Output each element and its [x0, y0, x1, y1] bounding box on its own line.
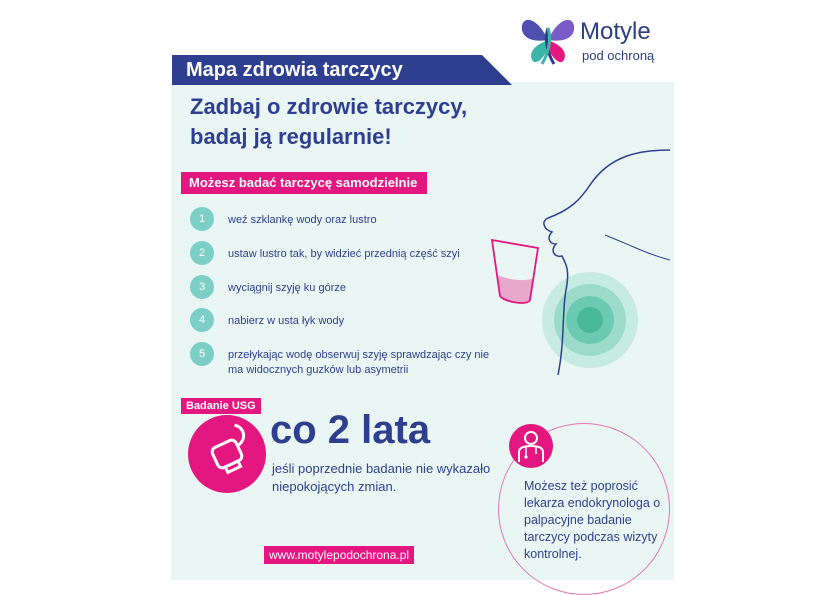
step-number: 2 [190, 241, 214, 265]
list-item [190, 342, 500, 376]
headline-line-1: Zadbaj o zdrowie tarczycy, [190, 94, 468, 119]
step-text: przełykając wodę obserwuj szyję sprawdzając czy nie ma widocznych guzków lub asymetrii [228, 349, 490, 376]
step-text: nabierz w usta łyk wody [228, 315, 345, 327]
list-item [190, 275, 500, 301]
face-profile-icon [470, 140, 670, 380]
step-text: wyciągnij szyję ku górze [228, 282, 346, 294]
list-item [190, 308, 500, 334]
usg-condition: jeśli poprzednie badanie nie wykazało niepokojących zmian. [272, 461, 491, 494]
step-text: weź szklankę wody oraz lustro [228, 214, 377, 226]
headline-line-2: badaj ją regularnie! [190, 124, 392, 149]
headline [190, 92, 467, 152]
step-text: ustaw lustro tak, by widzieć przednią część szyi [228, 248, 460, 260]
water-glass-icon [492, 240, 538, 303]
usg-frequency: co 2 lata [270, 408, 431, 452]
usg-probe-icon [188, 415, 266, 493]
step-number: 4 [190, 308, 214, 332]
self-check-heading: Możesz badać tarczycę samodzielnie [181, 172, 427, 194]
step-number: 1 [190, 207, 214, 231]
usg-badge: Badanie USG [181, 398, 261, 414]
usg-circle [188, 415, 266, 493]
butterfly-logo-icon [518, 10, 578, 66]
step-number: 3 [190, 275, 214, 299]
list-item [190, 241, 500, 267]
doctor-icon [509, 424, 553, 468]
list-item [190, 207, 500, 233]
logo-subtitle: pod ochroną [582, 48, 655, 63]
page-title: Mapa zdrowia tarczycy [186, 59, 403, 81]
doctor-text: Możesz też poprosić lekarza endokrynologa o palpacyjne badanie tarczycy podczas wizyty kontrolnej. [524, 479, 661, 561]
website-link[interactable]: www.motylepodochrona.pl [264, 546, 414, 564]
logo-title: Motyle [580, 18, 651, 45]
step-number: 5 [190, 342, 214, 366]
logo[interactable] [518, 10, 688, 66]
